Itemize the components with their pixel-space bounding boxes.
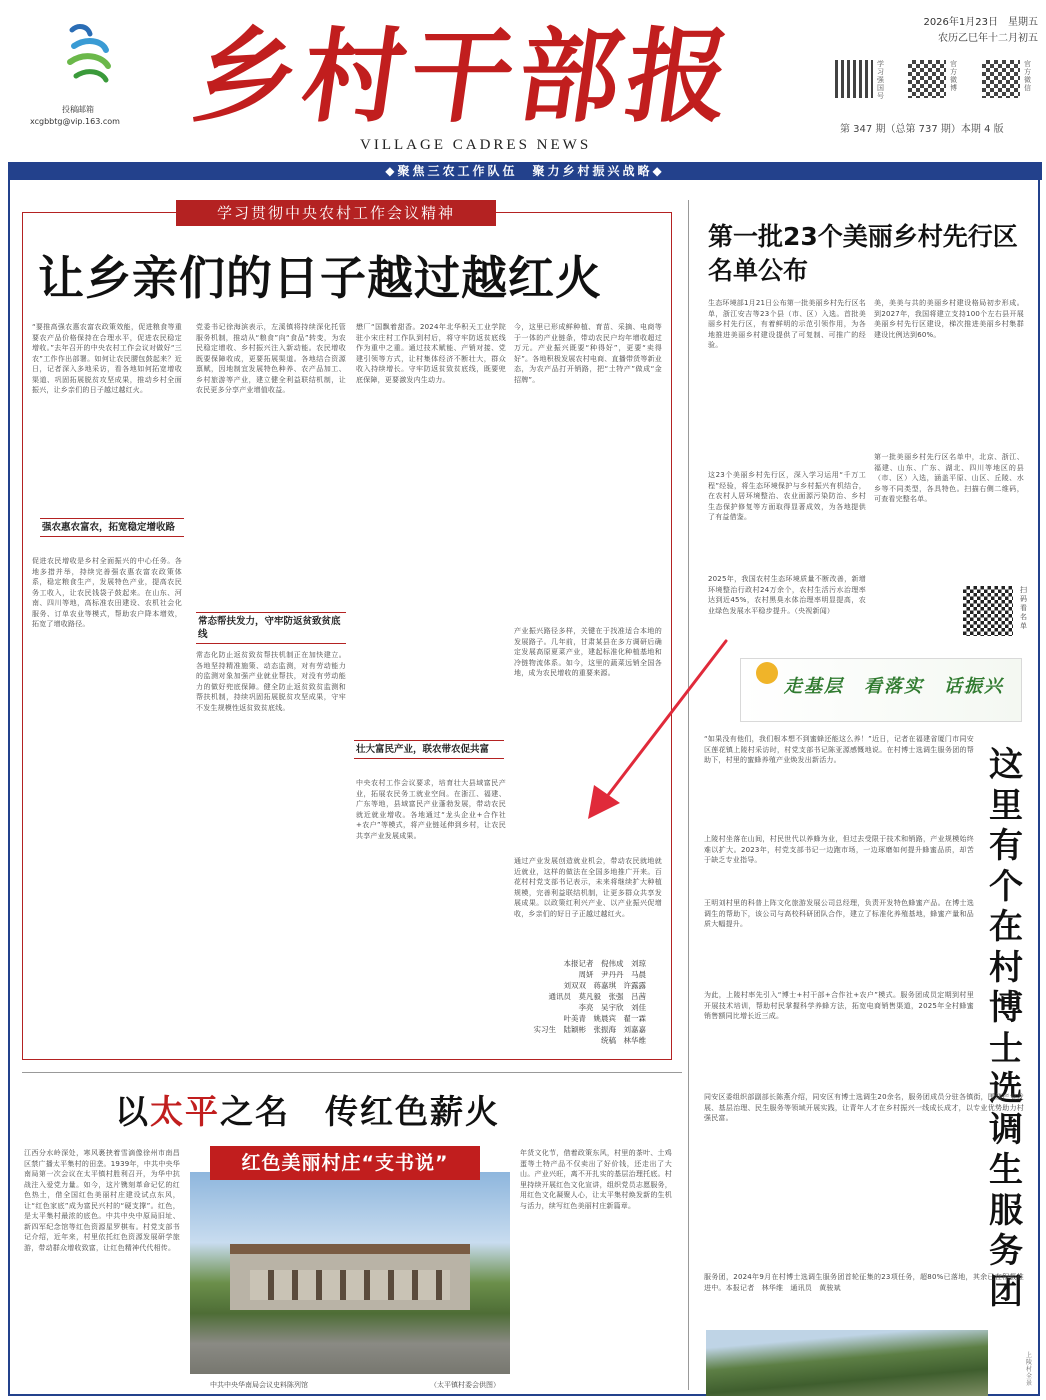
lead-body-col3a: 懋厂“国飘着甜香。2024年北华积天工业学院驻小宋庄村工作队到村后，将守牢防返贫底线作为重中之重。通过技术赋能、产销对接、党建引领等方式，让村集体经济不断壮大，群众收入持续增长。守牢防返贫致贫底线，既要兜底保障，更要激发内生动力。 [356, 323, 506, 384]
right-top-body-col1b: 这23个美丽乡村先行区，深入学习运用“千万工程”经验，将生态环境保护与乡村振兴有机结合，在农村人居环境整治、农业面源污染防治、乡村生态保护修复等方面取得显著成效，为各地提供了有益借鉴。 [708, 471, 866, 521]
right-bottom-body-6: 服务团，2024年9月在村博士选调生服务团首轮征集的23项任务，超80%已落地，其余已在积极推进中。本报记者 林华维 通讯员 黄骏斌 [704, 1273, 1024, 1292]
qr-label-weibo: 官方微博 [950, 60, 957, 92]
lead-byline [520, 958, 646, 1046]
qr-label-wechat: 官方微信 [1024, 60, 1031, 92]
lead-body-col2a: 党委书记徐海滨表示，左溪镇将持续深化托管服务机制，推动从“粮食”向“食品”转变，为农民稳定增收、乡村振兴注入新动能。农民增收既要保障收成，更要拓展渠道。各地结合资源禀赋，因地制宜发展特色种养、农产品加工、乡村旅游等产业，建立健全利益联结机制，让农民更多分享产业增值收益。 [196, 323, 346, 394]
list-qr-code[interactable] [963, 586, 1013, 636]
lead-body-col1a: “要推高强农惠农富农政策效能，促进粮食等重要农产品价格保持在合理水平，促进农民稳定增收。”去年召开的中央农村工作会议对做好“三农”工作作出部署。如何让农民腰包鼓起来？近日，记者深入多地采访，看各地如何拓宽增收渠道、巩固拓展脱贫攻坚成果，推动乡村全面振兴，让乡亲们的日子越过越红火。 [32, 323, 182, 394]
right-bottom-body-2: 上陵村坐落在山间，村民世代以养蜂为业，但过去受限于技术和销路，产业规模始终难以扩大。2023年，村党支部书记一边跑市场，一边琢磨如何提升蜂蜜品质，却苦于缺乏专业指导。 [704, 835, 974, 864]
village-photo [190, 1172, 510, 1374]
lead-body-col3b: 中央农村工作会议要求，培育壮大县域富民产业，拓展农民务工就业空间。在浙江、福建、广东等地，县域富民产业蓬勃发展，带动农民就近就业增收。各地通过“龙头企业+合作社+农户”等模式，将产业链延伸到乡村，让农民共享产业发展成果。 [356, 779, 506, 840]
byline-line: 叶美青 姚晨宾 翟一霖 [563, 1014, 646, 1023]
byline-line: 周妍 尹丹丹 马晨 [578, 970, 646, 979]
village-landscape-photo [706, 1330, 988, 1396]
date-box [880, 15, 1038, 47]
photo-caption-vertical: 上陵村全景 [1026, 1352, 1033, 1387]
newspaper-title-en: VILLAGE CADRES NEWS [360, 137, 592, 153]
section-divider [22, 1072, 682, 1073]
lead-kicker: 学习贯彻中央农村工作会议精神 [176, 200, 496, 226]
newspaper-logo [58, 22, 128, 84]
bottom-body-right: 年货文化节，借着政策东风，村里的茶叶、土鸡蛋等土特产品不仅卖出了好价钱，还走出了大山。产业兴旺，离不开扎实的基层治理托底。村里持续开展红色文化宣讲，组织党员志愿服务，用红色文化凝聚人心，让太平集村焕发新的生机与活力，续写红色美丽村庄新篇章。 [520, 1149, 672, 1210]
right-top-body-col1: 生态环境部1月21日公布第一批美丽乡村先行区名单，浙江安吉等23个县（市、区）入选。首批美丽乡村先行区，有着鲜明的示范引领作用，为各地推进美丽乡村建设提供了可复制、可推广的经验。 [708, 299, 866, 349]
lead-headline[interactable]: 让乡亲们的日子越过越红火 [38, 251, 602, 305]
right-bottom-headline[interactable]: 这里有个在村博士选调生服务团 [989, 745, 1023, 1312]
qr-code-weibo[interactable] [908, 60, 946, 98]
lunar-date: 农历乙巳年十二月初五 [938, 33, 1038, 44]
email-label: 投稿邮箱 [62, 105, 94, 114]
red-arrow-annotation [580, 635, 740, 825]
lead-subhead-2: 常态帮扶发力，守牢防返贫致贫底线 [196, 612, 346, 644]
building-windows [250, 1270, 450, 1300]
bottom-headline-part: 以 [115, 1092, 150, 1131]
qr-code-wechat[interactable] [982, 60, 1020, 98]
slogan-banner: ◆聚焦三农工作队伍 聚力乡村振兴战略◆ [8, 162, 1042, 180]
bottom-headline-red: 太平 [150, 1092, 220, 1131]
issue-number: 第 347 期（总第 737 期）本期 4 版 [840, 124, 1004, 135]
right-top-body-col1c: 2025年，我国农村生态环境质量不断改善，新增环境整治行政村24万余个，农村生活污水治理率达到近45%，农村黑臭水体治理率明显提高，农业绿色发展水平稳步提升。（央视新闻） [708, 575, 866, 615]
email-address[interactable]: xcgbbtg@vip.163.com [30, 117, 120, 126]
right-bottom-body-3: 王明刘村里的科普上阵文化旅游发展公司总经理，负责开发特色蜂蜜产品。在博士选调生的帮助下，该公司与高校科研团队合作，建立了标准化养殖基地，蜂蜜产量和品质大幅提升。 [704, 899, 974, 928]
lead-subhead-1: 强农惠农富农，拓宽稳定增收路 [40, 518, 184, 537]
photo-title-banner: 红色美丽村庄“支书说” [210, 1146, 480, 1180]
newspaper-title: 乡村干部报 [186, 17, 744, 137]
byline-line: 本报记者 倪伟成 刘琼 [563, 959, 646, 968]
lead-body-col4c: 通过产业发展创造就业机会，带动农民就地就近就业，这样的做法在全国多地推广开来。百花村村党支部书记表示，未来将继续扩大种植规模，完善利益联结机制，让更多群众共享发展成果。以政策红利兴产业、以产业振兴促增收，乡亲们的好日子正越过越红火。 [514, 857, 662, 918]
bottom-headline-part: 之名 传红色薪火 [220, 1092, 500, 1131]
qr-label-xuexi: 学习强国号 [877, 60, 884, 100]
list-qr-label: 扫码看名单 [1020, 586, 1027, 630]
sun-icon [756, 662, 778, 684]
right-bottom-body-5: 同安区委组织部副部长陈燕介绍，同安区有博士选调生20余名，服务团成员分驻各镇街，围绕产业发展、基层治理、民生服务等领域开展实践，让青年人才在乡村振兴一线成长成才，以专业优势助力村强民富。 [704, 1093, 1024, 1122]
qr-code-xuexi[interactable] [835, 60, 873, 98]
lead-body-col2b: 常态化防止返贫致贫帮扶机制正在加快建立。各地坚持精准施策、动态监测，对有劳动能力的监测对象加强产业就业帮扶，对没有劳动能力的做好兜底保障。健全防止返贫致贫监测和帮扶机制，持续巩固拓展脱贫攻坚成果，守牢不发生规模性返贫致贫底线。 [196, 651, 346, 712]
right-top-headline[interactable]: 第一批23个美丽乡村先行区名单公布 [708, 222, 1018, 285]
lead-body-col4b: 产业振兴路径多样，关键在于找准适合本地的发展路子。几年前，甘肃某县在多方调研后确定发展高原夏菜产业，建起标准化种植基地和冷链物流体系。如今，这里的蔬菜远销全国各地，成为农民增收的重要来源。 [514, 627, 662, 677]
column-banner-title: 走基层 看落实 话振兴 [784, 676, 1004, 697]
lead-body-col1b: 促进农民增收是乡村全面振兴的中心任务。各地多措并举，持续完善强农惠农富农政策体系，稳定粮食生产，发展特色产业，提高农民务工收入，让农民钱袋子鼓起来。在山东、河南、四川等地，高标准农田建设、农机社会化服务、订单农业等模式，帮助农户降本增效，拓宽了增收路径。 [32, 557, 182, 628]
byline-line: 李亮 吴宇欣 刘佳 [578, 1003, 646, 1012]
photo-caption-right: （太平镇村委会供图） [430, 1381, 500, 1389]
publish-date: 2026年1月23日 星期五 [923, 17, 1038, 28]
right-top-body-col2b: 第一批美丽乡村先行区名单中，北京、浙江、福建、山东、广东、湖北、四川等地区的县（市、区）入选，涵盖平原、山区、丘陵、水乡等不同类型，各具特色。扫描右侧二维码，可查看完整名单。 [874, 453, 1024, 503]
bottom-headline[interactable] [115, 1090, 500, 1134]
lead-subhead-3: 壮大富民产业，联农带农促共富 [354, 740, 504, 759]
right-bottom-body-4: 为此，上陵村率先引入“博士+村干部+合作社+农户”模式。服务团成员定期到村里开展技术培训，帮助村民掌握科学养蜂方法，拓宽电商销售渠道，2025年全村蜂蜜销售额同比增长近三成。 [704, 991, 974, 1020]
byline-line: 刘双双 蒋嘉琪 许露露 [563, 981, 646, 990]
byline-line: 通讯员 莫凡毅 张强 吕茜 [548, 992, 646, 1001]
bottom-body-left: 江西分水岭深处，寒风裹挟着雪滴像徐州市南昌区禁广播太平集村的田垄。1939年，中共中央华南局第一次会议在太平镇村胜利召开，为华中抗战注入爱党力量。如今，这片镌刻革命记忆的红色热土，借全国红色美丽村庄建设试点东风，让“红色家底”成为富民兴村的“硬支撑”。红色，是太平集村最浓的底色。中共中央中原局旧址、新四军纪念馆等红色资源星罗棋布。村党支部书记介绍，近年来，村里依托红色资源发展研学旅游，带动群众增收致富，让红色精神代代相传。 [24, 1149, 180, 1252]
right-top-body-col2: 美，美美与共的美丽乡村建设格局初步形成。到2027年，我国将建立支持100个左右县开展美丽乡村先行区建设，梯次推进美丽乡村集群建设比例达到60%。 [874, 299, 1024, 339]
byline-line: 统稿 林华维 [601, 1036, 646, 1045]
lead-body-col4a: 今，这里已形成鲜种植、育苗、采摘、电商等于一体的产业链条，带动农民户均年增收超过万元。产业振兴既要“种得好”，更要“卖得好”。各地积极发展农村电商、直播带货等新业态，为农产品打开销路，把“土特产”做成“金招牌”。 [514, 323, 662, 384]
photo-caption-left: 中共中央华南局会议史料陈列馆 [210, 1381, 308, 1389]
right-bottom-body-1: “如果没有他们，我们根本想不到蜜蜂还能这么养！”近日，记者在福建省厦门市同安区莲花镇上陵村采访时，村党支部书记陈亚源感慨地说。在村博士选调生服务团的帮助下，村里的蜜蜂养殖产业焕发出新活力。 [704, 735, 974, 764]
byline-line: 实习生 陆颖彬 张振海 刘嘉嘉 [533, 1025, 646, 1034]
